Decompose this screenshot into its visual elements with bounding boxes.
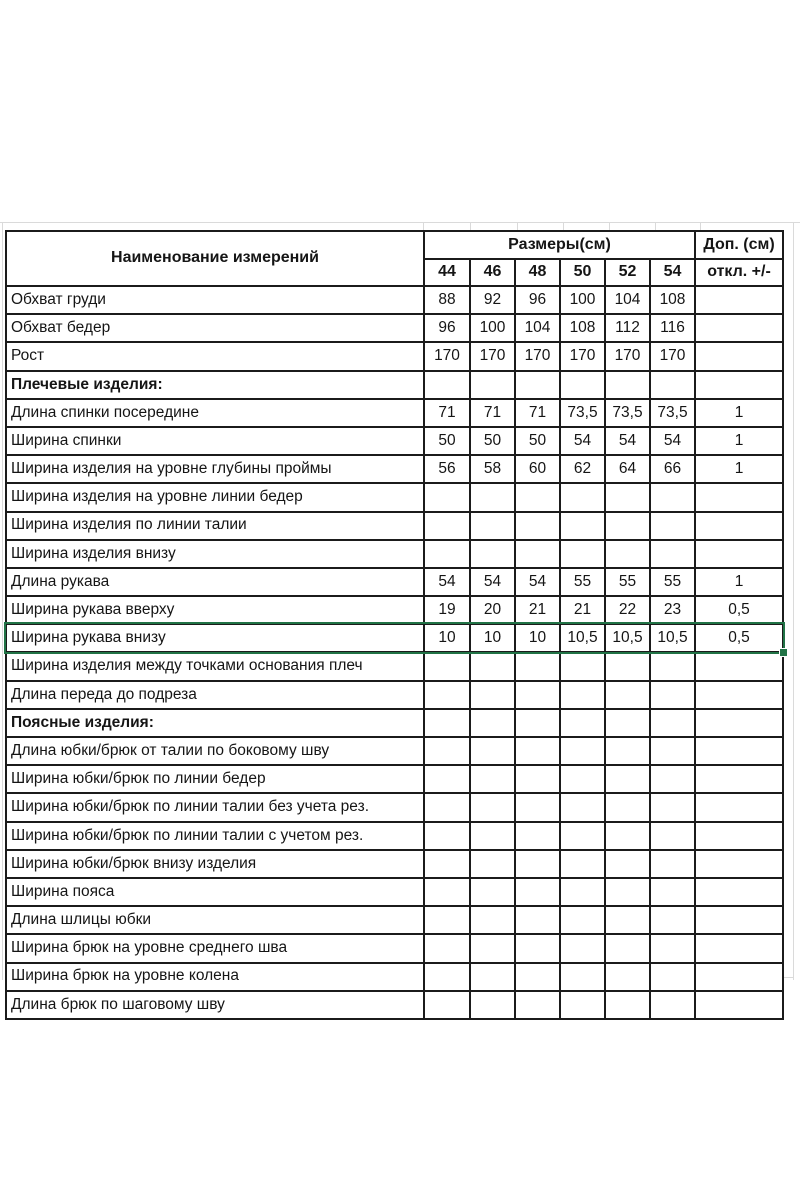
size-value-cell[interactable]: 50	[515, 427, 560, 455]
header-size-54[interactable]: 54	[650, 259, 695, 286]
size-value-cell[interactable]	[515, 371, 560, 399]
measurement-label-cell[interactable]: Длина переда до подреза	[6, 681, 424, 709]
table-row	[6, 906, 783, 934]
size-value-cell[interactable]	[424, 652, 470, 680]
size-value-cell[interactable]: 55	[560, 568, 605, 596]
size-value-cell[interactable]	[605, 737, 650, 765]
measurement-label-cell[interactable]: Ширина брюк на уровне среднего шва	[6, 934, 424, 962]
tolerance-cell[interactable]	[695, 709, 783, 737]
size-value-cell[interactable]	[515, 850, 560, 878]
size-value-cell[interactable]	[470, 652, 515, 680]
size-value-cell[interactable]	[470, 963, 515, 991]
size-value-cell[interactable]	[424, 793, 470, 821]
size-value-cell[interactable]: 100	[560, 286, 605, 314]
size-value-cell[interactable]	[560, 652, 605, 680]
tolerance-cell[interactable]: 0,5	[695, 624, 783, 652]
size-value-cell[interactable]	[605, 765, 650, 793]
gridline-stub-7	[700, 222, 701, 230]
size-value-cell[interactable]	[560, 850, 605, 878]
size-value-cell[interactable]: 170	[650, 342, 695, 370]
table-row	[6, 455, 783, 483]
size-value-cell[interactable]: 50	[424, 427, 470, 455]
size-value-cell[interactable]	[650, 512, 695, 540]
size-value-cell[interactable]	[470, 709, 515, 737]
size-value-cell[interactable]: 170	[515, 342, 560, 370]
size-value-cell[interactable]	[515, 512, 560, 540]
size-value-cell[interactable]	[605, 483, 650, 511]
size-value-cell[interactable]	[605, 878, 650, 906]
tolerance-cell[interactable]: 1	[695, 399, 783, 427]
size-value-cell[interactable]	[515, 681, 560, 709]
size-value-cell[interactable]	[424, 681, 470, 709]
size-value-cell[interactable]	[470, 765, 515, 793]
tolerance-cell[interactable]	[695, 765, 783, 793]
gridline-stub-1	[423, 222, 424, 230]
size-value-cell[interactable]: 50	[470, 427, 515, 455]
size-value-cell[interactable]: 60	[515, 455, 560, 483]
size-value-cell[interactable]: 170	[605, 342, 650, 370]
size-value-cell[interactable]: 54	[605, 427, 650, 455]
size-value-cell[interactable]	[560, 765, 605, 793]
size-value-cell[interactable]	[470, 878, 515, 906]
size-value-cell[interactable]	[650, 737, 695, 765]
size-value-cell[interactable]	[650, 681, 695, 709]
size-value-cell[interactable]	[605, 709, 650, 737]
size-value-cell[interactable]: 10,5	[605, 624, 650, 652]
size-value-cell[interactable]	[650, 652, 695, 680]
size-value-cell[interactable]	[605, 371, 650, 399]
measurement-table	[5, 230, 784, 1020]
table-row	[6, 540, 783, 568]
tolerance-cell[interactable]	[695, 822, 783, 850]
tolerance-cell[interactable]	[695, 371, 783, 399]
gridline-vertical-left	[2, 222, 3, 980]
size-value-cell[interactable]	[424, 906, 470, 934]
size-value-cell[interactable]	[424, 850, 470, 878]
size-value-cell[interactable]: 54	[650, 427, 695, 455]
size-value-cell[interactable]	[424, 991, 470, 1019]
size-value-cell[interactable]	[560, 371, 605, 399]
size-value-cell[interactable]: 96	[515, 286, 560, 314]
size-value-cell[interactable]	[515, 963, 560, 991]
tolerance-cell[interactable]: 1	[695, 568, 783, 596]
gridline-stub-3	[517, 222, 518, 230]
table-row	[6, 483, 783, 511]
size-value-cell[interactable]: 10	[515, 624, 560, 652]
size-value-cell[interactable]	[560, 963, 605, 991]
size-value-cell[interactable]	[470, 681, 515, 709]
measurement-label-cell[interactable]: Ширина рукава вверху	[6, 596, 424, 624]
measurement-label-cell[interactable]: Ширина пояса	[6, 878, 424, 906]
tolerance-cell[interactable]	[695, 342, 783, 370]
size-value-cell[interactable]: 71	[470, 399, 515, 427]
size-value-cell[interactable]: 88	[424, 286, 470, 314]
size-value-cell[interactable]	[424, 934, 470, 962]
header-name-column[interactable]: Наименование измерений	[6, 231, 424, 286]
header-sizes-group[interactable]: Размеры(см)	[424, 231, 695, 259]
measurement-label-cell[interactable]: Ширина брюк на уровне колена	[6, 963, 424, 991]
size-value-cell[interactable]	[515, 793, 560, 821]
gridline-stub-4	[563, 222, 564, 230]
table-row	[6, 652, 783, 680]
size-value-cell[interactable]	[605, 822, 650, 850]
size-value-cell[interactable]	[515, 737, 560, 765]
size-value-cell[interactable]: 104	[605, 286, 650, 314]
size-value-cell[interactable]: 62	[560, 455, 605, 483]
size-value-cell[interactable]: 73,5	[560, 399, 605, 427]
size-value-cell[interactable]: 73,5	[605, 399, 650, 427]
size-value-cell[interactable]: 104	[515, 314, 560, 342]
size-value-cell[interactable]	[605, 681, 650, 709]
size-value-cell[interactable]: 10,5	[560, 624, 605, 652]
gridline-stub-2	[470, 222, 471, 230]
size-value-cell[interactable]	[650, 371, 695, 399]
size-value-cell[interactable]: 21	[560, 596, 605, 624]
measurement-label-cell[interactable]: Ширина юбки/брюк по линии талии без учета рез.	[6, 793, 424, 821]
tolerance-cell[interactable]	[695, 934, 783, 962]
measurement-label-cell[interactable]: Ширина юбки/брюк по линии бедер	[6, 765, 424, 793]
table-row	[6, 822, 783, 850]
tolerance-cell[interactable]: 1	[695, 455, 783, 483]
size-value-cell[interactable]	[515, 906, 560, 934]
size-value-cell[interactable]: 55	[650, 568, 695, 596]
size-value-cell[interactable]	[424, 737, 470, 765]
size-value-cell[interactable]	[650, 934, 695, 962]
header-size-44[interactable]: 44	[424, 259, 470, 286]
size-value-cell[interactable]	[424, 540, 470, 568]
tolerance-cell[interactable]	[695, 991, 783, 1019]
tolerance-cell[interactable]	[695, 512, 783, 540]
size-value-cell[interactable]	[650, 878, 695, 906]
size-value-cell[interactable]	[470, 906, 515, 934]
size-value-cell[interactable]	[560, 709, 605, 737]
table-row	[6, 850, 783, 878]
table-row	[6, 568, 783, 596]
measurement-label-cell[interactable]: Ширина спинки	[6, 427, 424, 455]
size-value-cell[interactable]: 108	[650, 286, 695, 314]
measurement-label-cell[interactable]: Плечевые изделия:	[6, 371, 424, 399]
tolerance-cell[interactable]: 0,5	[695, 596, 783, 624]
size-value-cell[interactable]	[470, 850, 515, 878]
size-value-cell[interactable]: 73,5	[650, 399, 695, 427]
size-value-cell[interactable]	[605, 963, 650, 991]
size-value-cell[interactable]	[515, 483, 560, 511]
size-value-cell[interactable]: 19	[424, 596, 470, 624]
measurement-label-cell[interactable]: Обхват бедер	[6, 314, 424, 342]
table-row	[6, 681, 783, 709]
table-row	[6, 793, 783, 821]
tolerance-cell[interactable]	[695, 737, 783, 765]
table-row	[6, 512, 783, 540]
header-size-52[interactable]: 52	[605, 259, 650, 286]
table-row	[6, 342, 783, 370]
measurement-label-cell[interactable]: Длина юбки/брюк от талии по боковому шву	[6, 737, 424, 765]
size-value-cell[interactable]	[605, 991, 650, 1019]
size-value-cell[interactable]	[424, 878, 470, 906]
size-value-cell[interactable]	[470, 737, 515, 765]
table-row	[6, 934, 783, 962]
table-row	[6, 878, 783, 906]
size-value-cell[interactable]: 23	[650, 596, 695, 624]
measurement-label-cell[interactable]: Ширина изделия на уровне глубины проймы	[6, 455, 424, 483]
size-value-cell[interactable]	[470, 793, 515, 821]
measurements-tbody	[6, 286, 783, 1019]
size-value-cell[interactable]	[424, 371, 470, 399]
size-value-cell[interactable]	[515, 540, 560, 568]
measurement-label-cell[interactable]: Обхват груди	[6, 286, 424, 314]
table-row	[6, 286, 783, 314]
measurement-label-cell[interactable]: Поясные изделия:	[6, 709, 424, 737]
size-value-cell[interactable]	[650, 540, 695, 568]
measurement-label-cell[interactable]: Ширина юбки/брюк внизу изделия	[6, 850, 424, 878]
size-value-cell[interactable]	[470, 934, 515, 962]
size-value-cell[interactable]	[560, 512, 605, 540]
gridline-stub-6	[655, 222, 656, 230]
section-row	[6, 709, 783, 737]
size-value-cell[interactable]: 170	[424, 342, 470, 370]
measurement-label-cell[interactable]: Длина брюк по шаговому шву	[6, 991, 424, 1019]
table-row	[6, 399, 783, 427]
size-value-cell[interactable]: 170	[560, 342, 605, 370]
size-value-cell[interactable]	[515, 709, 560, 737]
size-value-cell[interactable]	[605, 540, 650, 568]
header-size-48[interactable]: 48	[515, 259, 560, 286]
size-value-cell[interactable]: 55	[605, 568, 650, 596]
size-value-cell[interactable]	[470, 540, 515, 568]
size-value-cell[interactable]: 54	[560, 427, 605, 455]
size-value-cell[interactable]	[560, 681, 605, 709]
measurement-label-cell[interactable]: Ширина юбки/брюк по линии талии с учетом рез.	[6, 822, 424, 850]
size-value-cell[interactable]	[605, 906, 650, 934]
tolerance-cell[interactable]	[695, 906, 783, 934]
size-value-cell[interactable]	[560, 793, 605, 821]
size-value-cell[interactable]	[560, 483, 605, 511]
size-value-cell[interactable]	[605, 850, 650, 878]
header-size-46[interactable]: 46	[470, 259, 515, 286]
size-value-cell[interactable]: 58	[470, 455, 515, 483]
size-value-cell[interactable]	[650, 991, 695, 1019]
table-row	[6, 963, 783, 991]
size-value-cell[interactable]	[424, 963, 470, 991]
size-value-cell[interactable]: 22	[605, 596, 650, 624]
table-row	[6, 427, 783, 455]
size-value-cell[interactable]: 66	[650, 455, 695, 483]
size-value-cell[interactable]: 112	[605, 314, 650, 342]
size-value-cell[interactable]	[470, 991, 515, 1019]
measurement-label-cell[interactable]: Длина шлицы юбки	[6, 906, 424, 934]
measurement-label-cell[interactable]: Длина спинки посередине	[6, 399, 424, 427]
size-value-cell[interactable]: 71	[515, 399, 560, 427]
header-row-1	[6, 231, 783, 259]
size-value-cell[interactable]	[515, 934, 560, 962]
tolerance-cell[interactable]	[695, 681, 783, 709]
tolerance-cell[interactable]	[695, 793, 783, 821]
size-value-cell[interactable]	[560, 934, 605, 962]
table-row	[6, 624, 783, 652]
size-value-cell[interactable]: 108	[560, 314, 605, 342]
size-value-cell[interactable]: 54	[424, 568, 470, 596]
tolerance-cell[interactable]	[695, 483, 783, 511]
size-value-cell[interactable]: 71	[424, 399, 470, 427]
tolerance-cell[interactable]	[695, 850, 783, 878]
measurement-label-cell[interactable]: Ширина рукава внизу	[6, 624, 424, 652]
tolerance-cell[interactable]	[695, 286, 783, 314]
tolerance-cell[interactable]	[695, 878, 783, 906]
size-value-cell[interactable]	[605, 793, 650, 821]
size-value-cell[interactable]: 96	[424, 314, 470, 342]
header-size-50[interactable]: 50	[560, 259, 605, 286]
size-value-cell[interactable]	[515, 765, 560, 793]
size-value-cell[interactable]	[424, 512, 470, 540]
size-value-cell[interactable]	[515, 878, 560, 906]
size-value-cell[interactable]	[470, 483, 515, 511]
size-value-cell[interactable]	[515, 822, 560, 850]
size-value-cell[interactable]	[424, 483, 470, 511]
measurement-label-cell[interactable]: Ширина изделия между точками основания плеч	[6, 652, 424, 680]
size-value-cell[interactable]	[470, 512, 515, 540]
size-value-cell[interactable]	[650, 709, 695, 737]
size-value-cell[interactable]	[650, 850, 695, 878]
tolerance-cell[interactable]	[695, 963, 783, 991]
size-value-cell[interactable]	[560, 906, 605, 934]
size-value-cell[interactable]	[560, 737, 605, 765]
size-value-cell[interactable]	[650, 822, 695, 850]
size-value-cell[interactable]	[650, 483, 695, 511]
size-value-cell[interactable]	[560, 822, 605, 850]
size-value-cell[interactable]: 10	[470, 624, 515, 652]
size-value-cell[interactable]	[560, 540, 605, 568]
measurement-label-cell[interactable]: Длина рукава	[6, 568, 424, 596]
gridline-stub-5	[609, 222, 610, 230]
tolerance-cell[interactable]	[695, 540, 783, 568]
size-value-cell[interactable]	[560, 991, 605, 1019]
size-value-cell[interactable]: 54	[515, 568, 560, 596]
size-value-cell[interactable]: 64	[605, 455, 650, 483]
size-value-cell[interactable]: 10	[424, 624, 470, 652]
size-value-cell[interactable]	[424, 822, 470, 850]
size-value-cell[interactable]: 170	[470, 342, 515, 370]
table-row	[6, 991, 783, 1019]
size-value-cell[interactable]	[424, 709, 470, 737]
table-row	[6, 596, 783, 624]
size-value-cell[interactable]: 56	[424, 455, 470, 483]
tolerance-cell[interactable]: 1	[695, 427, 783, 455]
table-row	[6, 765, 783, 793]
size-value-cell[interactable]	[650, 765, 695, 793]
size-value-cell[interactable]: 10,5	[650, 624, 695, 652]
section-row	[6, 371, 783, 399]
size-value-cell[interactable]: 92	[470, 286, 515, 314]
size-value-cell[interactable]: 20	[470, 596, 515, 624]
measurement-label-cell[interactable]: Ширина изделия на уровне линии бедер	[6, 483, 424, 511]
table-row	[6, 314, 783, 342]
gridline-horizontal-above	[0, 222, 800, 223]
size-value-cell[interactable]	[560, 878, 605, 906]
size-value-cell[interactable]: 100	[470, 314, 515, 342]
size-value-cell[interactable]	[515, 652, 560, 680]
size-value-cell[interactable]	[650, 963, 695, 991]
size-value-cell[interactable]	[515, 991, 560, 1019]
size-value-cell[interactable]	[470, 371, 515, 399]
header-tolerance-line1[interactable]: Доп. (см)	[695, 231, 783, 259]
size-value-cell[interactable]: 54	[470, 568, 515, 596]
header-tolerance-line2[interactable]: откл. +/-	[695, 259, 783, 286]
size-value-cell[interactable]	[424, 765, 470, 793]
size-value-cell[interactable]	[470, 822, 515, 850]
measurement-label-cell[interactable]: Ширина изделия по линии талии	[6, 512, 424, 540]
measurement-label-cell[interactable]: Рост	[6, 342, 424, 370]
size-value-cell[interactable]: 116	[650, 314, 695, 342]
size-value-cell[interactable]	[605, 652, 650, 680]
size-value-cell[interactable]	[605, 512, 650, 540]
gridline-vertical-right	[793, 222, 794, 980]
size-value-cell[interactable]	[650, 793, 695, 821]
table-row	[6, 737, 783, 765]
measurement-label-cell[interactable]: Ширина изделия внизу	[6, 540, 424, 568]
tolerance-cell[interactable]	[695, 314, 783, 342]
size-value-cell[interactable]	[650, 906, 695, 934]
size-value-cell[interactable]	[605, 934, 650, 962]
tolerance-cell[interactable]	[695, 652, 783, 680]
size-value-cell[interactable]: 21	[515, 596, 560, 624]
